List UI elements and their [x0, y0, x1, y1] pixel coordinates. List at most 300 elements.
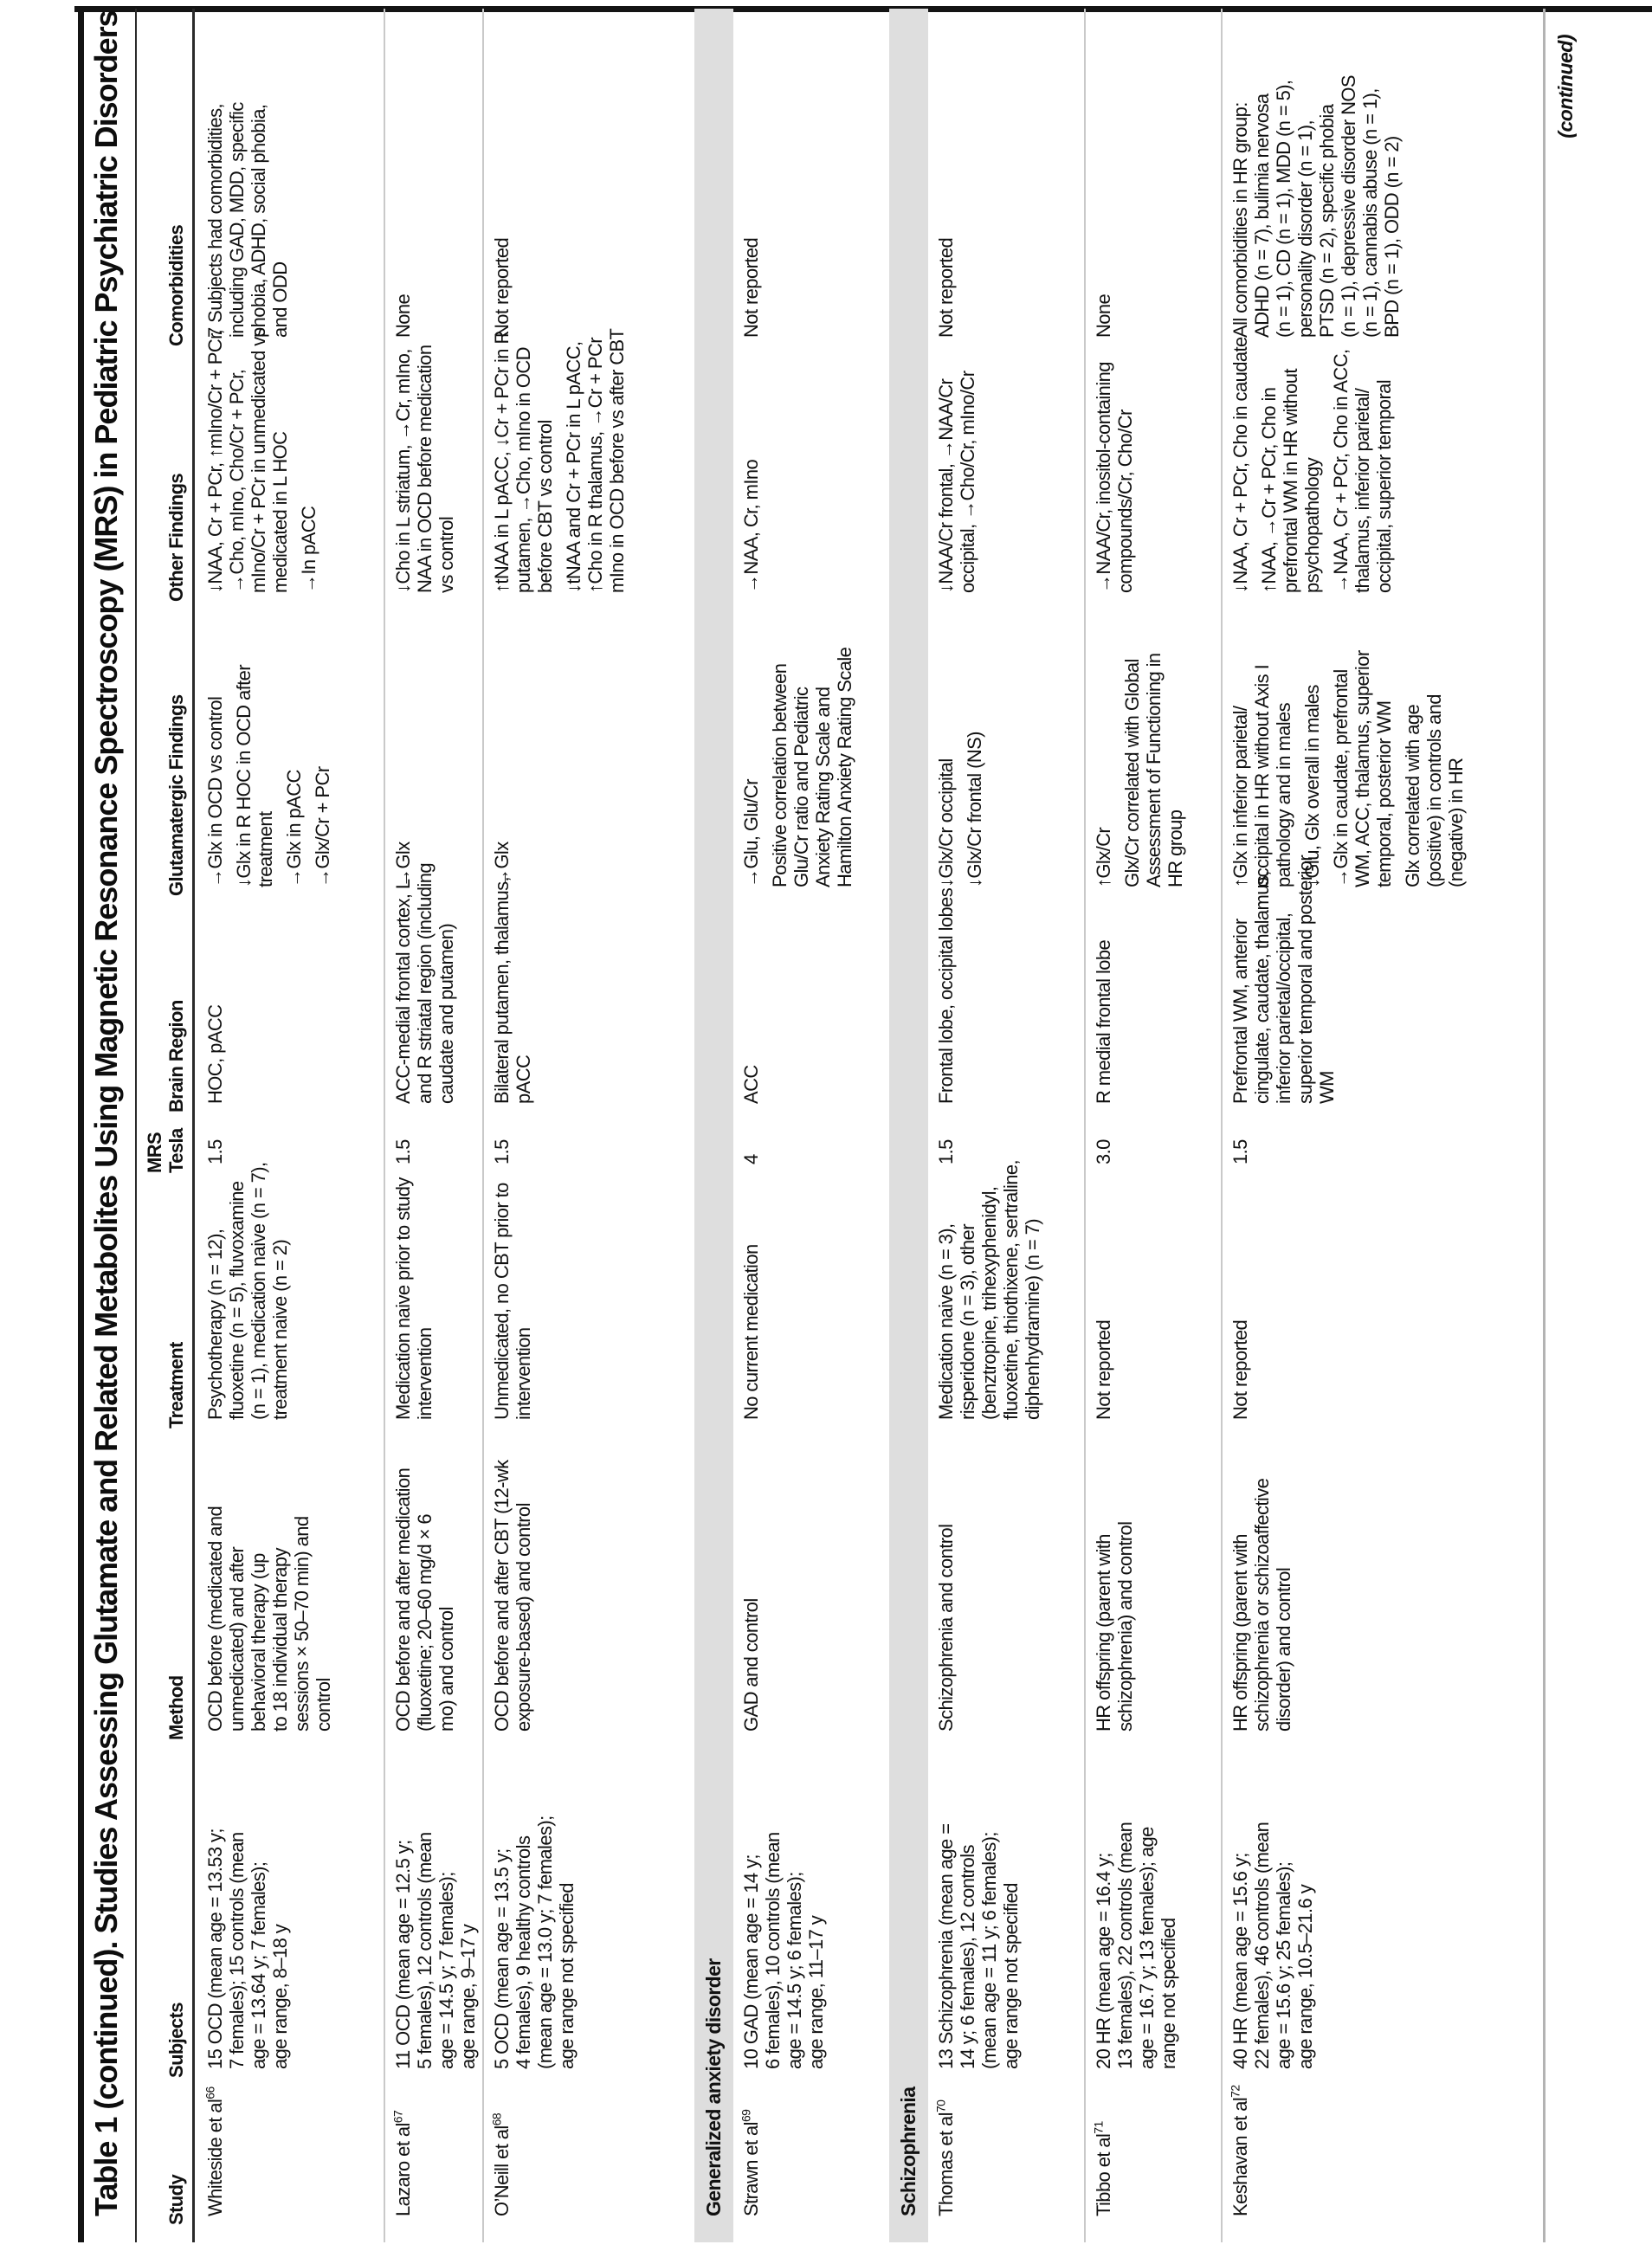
cell-line: vs control [436, 516, 457, 593]
cell-line: ↓NAA, Cr + PCr, ↑mIno/Cr + PCr, [204, 329, 226, 593]
cell-line: sessions × 50–70 min) and [291, 1516, 313, 1732]
cell-paragraph [563, 328, 628, 593]
cell-line: ↓Glx in R HOC in OCD after [233, 664, 255, 887]
cell-paragraph [392, 1783, 479, 2069]
study-reference-number: 69 [739, 2109, 753, 2123]
study-name [204, 2074, 226, 2216]
cell-oneill-method [491, 1446, 541, 1732]
cell-paragraph [740, 1446, 762, 1732]
cell-line: ↓Glx/Cr frontal (NS) [964, 732, 985, 887]
cell-line: diphenhydramine) (n = 7) [1022, 1218, 1043, 1420]
cell-line: ↑Glx in inferior parietal/ [1229, 706, 1251, 887]
cell-line: inferior parietal/occipital, [1273, 913, 1294, 1104]
cell-line: →In pACC [298, 506, 319, 593]
column-header-comorbid [165, 35, 187, 346]
cell-line: range not specified [1158, 1918, 1179, 2069]
study-row-strawn [733, 9, 889, 2242]
study-name [491, 2074, 513, 2216]
column-header-study [165, 2082, 187, 2225]
cell-line: mo) and control [436, 1607, 457, 1732]
cell-strawn-subjects [740, 1783, 834, 2069]
cell-tibbo-mrs [1093, 1108, 1121, 1164]
cell-lazaro-glut [392, 606, 421, 887]
cell-paragraph [935, 1783, 1022, 2069]
section-label: Schizophrenia [897, 2087, 920, 2216]
cell-line: ACC-medial frontal cortex, L [392, 879, 414, 1104]
cell-line: 1.5 [1229, 1139, 1251, 1164]
cell-line: ACC [740, 1065, 762, 1104]
cell-keshavan-other [1229, 337, 1402, 593]
study-name [935, 2074, 957, 2216]
cell-line: occipital, →Cho/Cr, mIno/Cr [957, 371, 978, 593]
cell-line: temporal, posterior WM [1373, 700, 1395, 887]
column-header-line: Method [165, 1675, 187, 1740]
cell-thomas-comorbid [935, 26, 964, 338]
cell-strawn-comorbid [740, 26, 769, 338]
cell-line: Hamilton Anxiety Rating Scale [834, 647, 855, 887]
cell-line: age range, 8–18 y [269, 1924, 291, 2069]
study-reference-number: 68 [489, 2112, 504, 2126]
cell-paragraph [935, 1108, 957, 1164]
cell-line: OCD before and after medication [392, 1467, 414, 1732]
cell-paragraph [1093, 362, 1136, 593]
table-body [197, 9, 1546, 2242]
cell-line: age = 15.6 y; 25 females); [1273, 1861, 1294, 2069]
study-row-thomas [928, 9, 1084, 2242]
study-name-line: Strawn et $al^{69}$ [739, 2109, 762, 2216]
study-name [1093, 2074, 1114, 2216]
cell-line: age range, 9–17 y [457, 1924, 479, 2069]
cell-line: Glx/Cr correlated with Global [1121, 659, 1143, 887]
cell-line: (positive) in controls and [1423, 694, 1445, 887]
cell-line: ↑Glx/Cr [1093, 827, 1114, 887]
cell-line: (mean age = 11 y; 6 females); [978, 1832, 1000, 2069]
column-header-line: Treatment [165, 1342, 187, 1429]
cell-line: ↓Glx/Cr occipital [935, 758, 957, 887]
cell-paragraph [392, 26, 414, 338]
cell-line: Schizophrenia and control [935, 1524, 957, 1732]
cell-paragraph [1121, 606, 1186, 887]
cell-keshavan-treatment [1229, 1169, 1258, 1420]
column-header-mrs [144, 1117, 187, 1173]
cell-paragraph [935, 1159, 1043, 1420]
cell-line: →NAA, Cr, mIno [740, 459, 762, 593]
cell-line: Medication naive (n = 3), [935, 1223, 957, 1420]
cell-line: Glu/Cr ratio and Pediatric [791, 687, 812, 887]
study-name-line: Keshavan et $al^{72}$ [1228, 2085, 1251, 2216]
cell-paragraph [204, 892, 226, 1104]
cell-line: None [1093, 293, 1114, 338]
cell-line: age = 14.5 y; 6 females); [784, 1872, 805, 2069]
cell-lazaro-method [392, 1446, 464, 1732]
cell-line: before CBT vs control [534, 420, 556, 593]
cell-line: 7 females); 15 controls (mean [226, 1832, 248, 2069]
cell-paragraph [769, 606, 855, 887]
section-label: Generalized anxiety disorder [702, 1958, 725, 2216]
cell-line: 4 [740, 1154, 762, 1164]
cell-whiteside-subjects [204, 1783, 298, 2069]
cell-line: →Glu, Glu/Cr [740, 779, 762, 887]
cell-paragraph [392, 1108, 414, 1164]
cell-line: age range, 11–17 y [805, 1915, 827, 2069]
cell-line: putamen, →Cho, mIno in OCD [513, 347, 534, 593]
cell-whiteside-glut [204, 606, 340, 887]
cell-line: No current medication [740, 1244, 762, 1420]
cell-paragraph [1330, 606, 1395, 887]
cell-line: Not reported [935, 237, 957, 338]
cell-paragraph [1093, 606, 1114, 887]
study-row-oneill [482, 9, 694, 2242]
cell-line: ↓Glu, Glx overall in males [1301, 685, 1323, 887]
cell-line: PTSD (n = 2), specific phobia [1316, 104, 1338, 338]
cell-line: 1.5 [204, 1139, 226, 1164]
study-reference-number: 67 [390, 2110, 405, 2124]
cell-paragraph [298, 372, 319, 593]
cell-line: exposure-based) and control [513, 1503, 534, 1732]
cell-line: Not reported [740, 237, 762, 338]
cell-paragraph [1229, 855, 1338, 1104]
cell-line: 6 females), 10 controls (mean [762, 1832, 784, 2069]
cell-line: Not reported [491, 237, 513, 338]
cell-line: →NAA, Cr + PCr, Cho in ACC, [1330, 349, 1352, 593]
column-header-line: Glutamatergic Findings [165, 694, 187, 896]
cell-strawn-brain [740, 892, 769, 1104]
cell-oneill-other [491, 328, 635, 593]
cell-line: (n = 1), cannabis abuse (n = 1), [1359, 88, 1381, 338]
cell-thomas-other [935, 372, 985, 593]
cell-line: Not reported [1229, 1319, 1251, 1420]
cell-line: (mean age = 13.0 y; 7 females); [534, 1816, 556, 2069]
cell-line: (negative) in HR [1445, 758, 1467, 887]
cell-line: compounds/Cr, Cho/Cr [1114, 410, 1136, 593]
cell-lazaro-subjects [392, 1783, 486, 2069]
cell-keshavan-subjects [1229, 1783, 1323, 2069]
study-name-line: O’Neill et $al^{68}$ [489, 2112, 513, 2216]
cell-lazaro-mrs [392, 1108, 421, 1164]
cell-line: NAA in OCD before medication [414, 345, 436, 593]
cell-line: All comorbidities in HR group: [1229, 102, 1251, 338]
cell-line: Prefrontal WM, anterior [1229, 919, 1251, 1104]
study-name [740, 2074, 762, 2216]
cell-line: Glx correlated with age [1402, 704, 1423, 887]
study-name-line: Tibbo et $al^{71}$ [1091, 2121, 1114, 2216]
cell-paragraph [312, 606, 333, 887]
header-body-rule [192, 9, 195, 2242]
study-row-lazaro [384, 9, 482, 2242]
cell-line: Assessment of Functioning in [1143, 653, 1165, 887]
cell-line: risperidone (n = 3), other [957, 1224, 978, 1420]
table-bottom-rule [1543, 9, 1546, 2242]
cell-paragraph [491, 331, 556, 593]
cell-paragraph [392, 1169, 436, 1420]
cell-line: personality disorder (n = 1), [1294, 119, 1316, 338]
cell-paragraph [1093, 1783, 1179, 2069]
cell-line: unmedicated) and after [226, 1546, 248, 1732]
cell-line: 10 GAD (mean age = 14 y; [740, 1854, 762, 2069]
cell-thomas-mrs [935, 1108, 964, 1164]
cell-oneill-subjects [491, 1783, 584, 2069]
study-name [1229, 2074, 1251, 2216]
cell-paragraph [964, 606, 985, 887]
cell-paragraph [1229, 1108, 1251, 1164]
cell-paragraph [204, 1783, 291, 2069]
cell-line: intervention [414, 1327, 436, 1420]
cell-line: ↓tNAA and Cr + PCr in L pACC, [563, 341, 584, 593]
column-header-line: Other Findings [165, 473, 187, 602]
column-header-method [165, 1454, 187, 1740]
cell-paragraph [740, 372, 762, 593]
cell-paragraph [740, 26, 762, 338]
cell-oneill-glut [491, 606, 519, 887]
cell-tibbo-comorbid [1093, 26, 1121, 338]
cell-paragraph [740, 892, 762, 1104]
cell-line: age = 14.5 y; 7 females); [436, 1872, 457, 2069]
column-header-line: Brain Region [165, 1000, 187, 1113]
cell-strawn-method [740, 1446, 769, 1732]
cell-tibbo-brain [1093, 892, 1121, 1104]
study-row-tibbo [1084, 9, 1221, 2242]
cell-paragraph [233, 606, 276, 887]
cell-line: treatment naive (n = 2) [269, 1239, 291, 1420]
cell-line: →NAA/Cr, inositol-containing [1093, 362, 1114, 593]
cell-line: 1.5 [935, 1139, 957, 1164]
cell-thomas-subjects [935, 1783, 1029, 2069]
column-header-treatment [165, 1177, 187, 1429]
cell-whiteside-method [204, 1446, 341, 1732]
cell-strawn-mrs [740, 1108, 769, 1164]
table-title: Table 1 (continued). Studies Assessing Glutamate and Related Metabolites Using Magnetic Resonance Spectroscopy (MRS) in Pediatric Psychiatric Disorders [88, 10, 124, 2216]
cell-line: 11 OCD (mean age = 12.5 y; [392, 1840, 414, 2069]
cell-oneill-comorbid [491, 26, 519, 338]
cell-tibbo-subjects [1093, 1783, 1186, 2069]
cell-line: age = 13.64 y; 7 females); [248, 1861, 269, 2069]
column-header-line: MRS [144, 1132, 165, 1173]
cell-line: Psychotherapy (n = 12), [204, 1229, 226, 1420]
column-header-glut [165, 615, 187, 896]
cell-paragraph [740, 1783, 827, 2069]
cell-paragraph [1330, 349, 1395, 593]
cell-line: prefrontal WM in HR without [1280, 369, 1301, 593]
section-row-schizophrenia [889, 9, 928, 2242]
cell-line: 22 females), 46 controls (mean [1251, 1822, 1273, 2069]
cell-line: intervention [513, 1327, 534, 1420]
study-row-keshavan [1221, 9, 1543, 2242]
cell-line: age range not specified [556, 1883, 578, 2069]
study-name-line: Thomas et $al^{70}$ [933, 2099, 957, 2216]
cell-paragraph [392, 345, 457, 593]
cell-line: Positive correlation between [769, 663, 791, 887]
cell-line: →Glx in OCD vs control [204, 696, 226, 887]
cell-line: ↓NAA, Cr + PCr, Cho in caudate [1229, 337, 1251, 593]
cell-whiteside-other [204, 327, 326, 593]
cell-whiteside-treatment [204, 1162, 298, 1420]
cell-keshavan-mrs [1229, 1108, 1258, 1164]
cell-line: →Glx in caudate, prefrontal [1330, 669, 1352, 887]
cell-line: ↑tNAA in L pACC, ↓Cr + PCr in R [491, 331, 513, 593]
cell-line: fluoxetine, thiothixene, sertraline, [1000, 1159, 1022, 1420]
cell-line: None [392, 293, 414, 338]
cell-oneill-treatment [491, 1169, 541, 1420]
table-top-rule [78, 9, 84, 2242]
cell-line: (n = 1), depressive disorder NOS [1338, 75, 1359, 338]
cell-lazaro-other [392, 345, 464, 593]
cell-line: →Cho, mIno, Cho/Cr + PCr, [226, 369, 248, 593]
cell-whiteside-brain [204, 892, 233, 1104]
study-name-line: Lazaro et $al^{67}$ [390, 2110, 414, 2216]
cell-line: to 18 individual therapy [269, 1548, 291, 1732]
cell-paragraph [935, 1446, 957, 1732]
cell-paragraph [1402, 606, 1467, 887]
cell-line: occipital, superior temporal [1373, 379, 1395, 593]
study-reference-number: 71 [1091, 2121, 1106, 2134]
cell-line: 14 y; 6 females), 12 controls [957, 1845, 978, 2069]
cell-line: occipital in HR without Axis I [1251, 664, 1273, 887]
continued-note: (continued) [1554, 35, 1577, 139]
cell-paragraph [1229, 337, 1251, 593]
cell-line: superior temporal and posterior [1294, 855, 1316, 1104]
cell-line: thalamus, inferior parietal/ [1352, 388, 1373, 593]
cell-paragraph [1229, 1783, 1316, 2069]
cell-lazaro-comorbid [392, 26, 421, 338]
column-header-brain [165, 900, 187, 1113]
cell-keshavan-brain [1229, 855, 1345, 1104]
study-name-line: Whiteside et $al^{66}$ [203, 2087, 226, 2216]
column-header-subjects [165, 1792, 187, 2078]
cell-paragraph [1229, 606, 1294, 887]
column-header-line: Subjects [165, 2003, 187, 2078]
cell-line: HR offspring (parent with [1093, 1534, 1114, 1732]
cell-line: 3.0 [1093, 1139, 1114, 1164]
cell-paragraph [1258, 369, 1323, 593]
cell-paragraph [491, 876, 534, 1104]
cell-line: 5 OCD (mean age = 13.5 y; [491, 1848, 513, 2069]
cell-line: 1.5 [491, 1139, 513, 1164]
cell-line: Not reported [1093, 1319, 1114, 1420]
cell-line: age = 16.7 y; 13 females); age [1136, 1827, 1158, 2069]
cell-paragraph [1301, 606, 1323, 887]
cell-whiteside-comorbid [204, 26, 298, 338]
cell-line: and R striatal region (including [414, 863, 436, 1104]
cell-line: Frontal lobe, occipital lobes [935, 887, 957, 1104]
cell-paragraph [392, 606, 414, 887]
cell-paragraph [204, 606, 226, 887]
cell-paragraph [491, 606, 513, 887]
cell-line: HR group [1165, 809, 1186, 887]
cell-paragraph [491, 1446, 534, 1732]
cell-tibbo-method [1093, 1446, 1143, 1732]
cell-thomas-glut [935, 606, 992, 887]
cell-line: 40 HR (mean age = 15.6 y; [1229, 1853, 1251, 2069]
cell-line: 13 females), 22 controls (mean [1114, 1822, 1136, 2069]
cell-oneill-mrs [491, 1108, 519, 1164]
cell-paragraph [204, 1108, 226, 1164]
cell-paragraph [204, 1162, 291, 1420]
cell-paragraph [1093, 892, 1114, 1104]
study-reference-number: 66 [203, 2087, 217, 2099]
cell-line: WM, ACC, thalamus, superior [1352, 650, 1373, 887]
cell-line: including GAD, MDD, specific [226, 102, 248, 338]
cell-line: ↓NAA/Cr frontal, →NAA/Cr [935, 378, 957, 593]
cell-line: schizophrenia or schizoaffective [1251, 1478, 1273, 1732]
cell-line: psychopathology [1301, 457, 1323, 593]
cell-line: Anxiety Rating Scale and [812, 687, 834, 887]
cell-strawn-other [740, 372, 769, 593]
cell-paragraph [491, 26, 513, 338]
cell-thomas-brain [935, 887, 964, 1104]
study-reference-number: 70 [933, 2099, 948, 2113]
cell-line: (n = 1), CD (n = 1), MDD (n = 5), [1273, 80, 1294, 338]
cell-paragraph [1229, 26, 1403, 338]
cell-line: 15 OCD (mean age = 13.53 y; [204, 1829, 226, 2069]
cell-line: mIno/Cr + PCr in unmedicated vs [248, 327, 269, 593]
cell-line: BPD (n = 1), ODD (n = 2) [1381, 136, 1403, 338]
cell-line: WM [1316, 1071, 1338, 1104]
cell-keshavan-glut [1229, 606, 1474, 887]
cell-line: ↑Cho in R thalamus, →Cr + PCr [584, 338, 606, 593]
cell-line: (benztropine, trihexyphenidyl, [978, 1186, 1000, 1420]
cell-line: 5 females), 12 controls (mean [414, 1832, 436, 2069]
cell-paragraph [935, 606, 957, 887]
cell-line: control [313, 1678, 334, 1732]
cell-paragraph [935, 372, 978, 593]
cell-paragraph [740, 1108, 762, 1164]
cell-line: ↓Cho in L striatum, →Cr, mIno, [392, 349, 414, 593]
cell-line: OCD before and after CBT (12-wk [491, 1460, 513, 1732]
cell-paragraph [1093, 1108, 1114, 1164]
column-header-other [165, 381, 187, 602]
cell-line: HR offspring (parent with [1229, 1534, 1251, 1732]
cell-line: →Glx [392, 842, 414, 887]
cell-line: cingulate, caudate, thalamus, [1251, 871, 1273, 1104]
column-header-line: Tesla [165, 1128, 187, 1173]
cell-line: →Glx in pACC [283, 770, 305, 887]
cell-line: 4 females), 9 healthy controls [513, 1835, 534, 2069]
cell-paragraph [935, 26, 957, 338]
cell-line: 13 Schizophrenia (mean age = [935, 1823, 957, 2069]
cell-paragraph [1093, 1169, 1114, 1420]
cell-paragraph [491, 1108, 513, 1164]
cell-paragraph [392, 1446, 457, 1732]
cell-whiteside-mrs [204, 1108, 233, 1164]
cell-keshavan-comorbid [1229, 26, 1410, 338]
cell-paragraph [204, 327, 291, 593]
cell-line: treatment [255, 811, 276, 887]
cell-line: OCD before (medicated and [204, 1506, 226, 1732]
cell-paragraph [283, 606, 305, 887]
cell-line: R medial frontal lobe [1093, 939, 1114, 1104]
cell-line: behavioral therapy (up [248, 1553, 269, 1732]
cell-line: Bilateral putamen, thalamus, [491, 876, 513, 1104]
section-row-gad [694, 9, 733, 2242]
cell-oneill-brain [491, 876, 541, 1104]
study-row-whiteside [197, 9, 384, 2242]
cell-tibbo-other [1093, 362, 1143, 593]
cell-paragraph [1229, 1169, 1251, 1420]
cell-line: caudate and putamen) [436, 923, 457, 1104]
cell-line: pACC [513, 1055, 534, 1104]
cell-paragraph [1093, 26, 1114, 338]
cell-line: schizophrenia) and control [1114, 1521, 1136, 1732]
cell-strawn-glut [740, 606, 862, 887]
cell-paragraph [204, 26, 291, 338]
cell-line: →Glx [491, 842, 513, 887]
study-name [392, 2074, 414, 2216]
cell-line: phobia, ADHD, social phobia, [248, 104, 269, 338]
cell-line: HOC, pACC [204, 1004, 226, 1104]
cell-line: →Glx/Cr + PCr [312, 766, 333, 887]
column-header-line: Study [165, 2174, 187, 2225]
cell-tibbo-treatment [1093, 1169, 1121, 1420]
